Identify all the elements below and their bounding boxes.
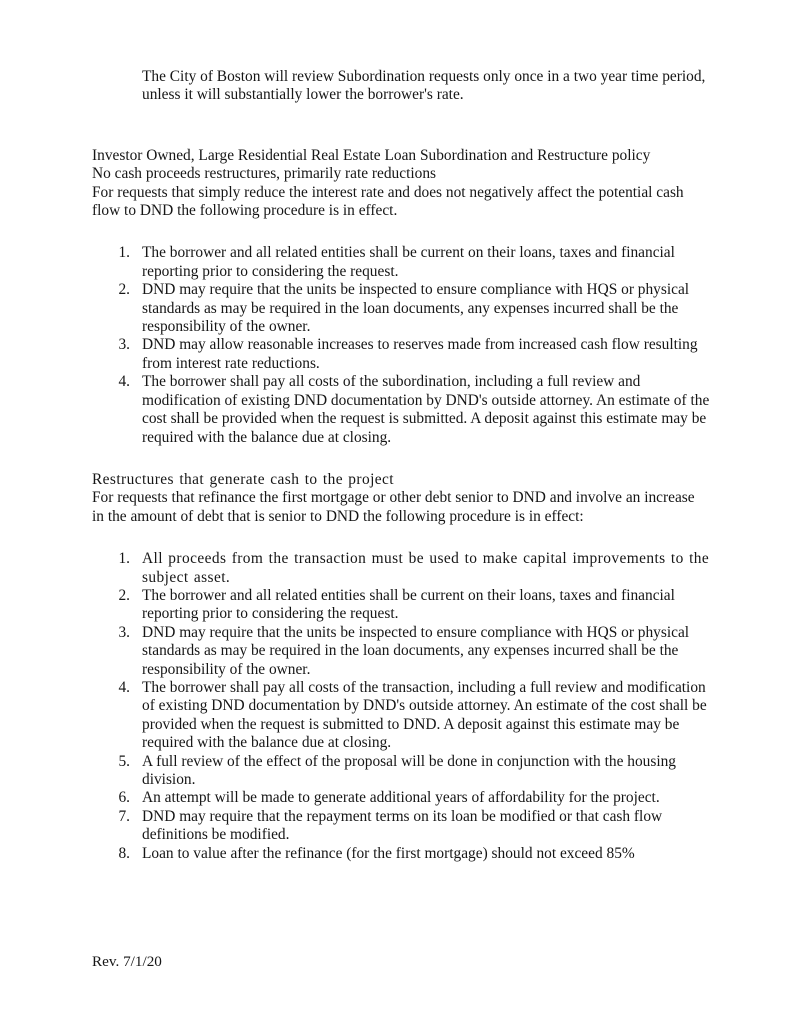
- list-item-text: The borrower and all related entities shall be current on their loans, taxes and financial reporting prior to considering the request.: [142, 244, 675, 280]
- spacer: [92, 105, 710, 147]
- list-marker: 8.: [118, 844, 130, 862]
- list-item: [92, 845, 710, 863]
- section-one-list: [92, 244, 710, 446]
- list-item-text: DND may allow reasonable increases to reserves made from increased cash flow resulting from interest rate reductions.: [142, 336, 698, 372]
- list-marker: 1.: [118, 550, 130, 568]
- list-marker: 4.: [118, 678, 130, 696]
- list-item-text: DND may require that the units be inspected to ensure compliance with HQS or physical standards as may be required in the loan documents, any expenses incurred shall be the responsibility of the owner.: [142, 281, 690, 336]
- list-item-text: The borrower shall pay all costs of the transaction, including a full review and modification of existing DND documentation by DND's outside attorney. An estimate of the cost shall be provided when the request is submitted to DND. A deposit against this estimate may be required with the balance due at closing.: [142, 678, 707, 752]
- list-item-text: DND may require that the units be inspected to ensure compliance with HQS or physical standards as may be required in the loan documents, any expenses incurred shall be the responsibility of the owner.: [142, 623, 690, 678]
- list-item-text: A full review of the effect of the proposal will be done in conjunction with the housing division.: [142, 752, 676, 788]
- list-item-text: Loan to value after the refinance (for the first mortgage) should not exceed 85%: [142, 844, 635, 862]
- section-two-heading: Restructures that generate cash to the project: [92, 470, 394, 488]
- list-marker: 6.: [118, 789, 130, 807]
- list-marker: 5.: [118, 752, 130, 770]
- intro-paragraph: The City of Boston will review Subordination requests only once in a two year time period, unless it will substantially lower the borrower's rate.: [142, 68, 706, 104]
- list-marker: 2.: [118, 281, 130, 299]
- section-one-lead-in: For requests that simply reduce the interest rate and does not negatively affect the potential cash flow to DND the following procedure is in effect.: [92, 183, 684, 220]
- list-item: [92, 281, 710, 336]
- list-item: [92, 373, 710, 447]
- list-item: [92, 789, 710, 807]
- list-marker: 4.: [118, 373, 130, 391]
- list-item-text: DND may require that the repayment terms on its loan be modified or that cash flow definitions be modified.: [142, 807, 663, 844]
- section-one-subheading: No cash proceeds restructures, primarily rate reductions: [92, 165, 437, 183]
- list-marker: 3.: [118, 336, 130, 354]
- list-item-text: The borrower and all related entities shall be current on their loans, taxes and financial reporting prior to considering the request.: [142, 586, 675, 623]
- list-item-text: An attempt will be made to generate additional years of affordability for the project.: [142, 789, 660, 807]
- footer-revision: Rev. 7/1/20: [92, 953, 162, 970]
- list-item-text: All proceeds from the transaction must be used to make capital improvements to the subject asset.: [142, 550, 710, 586]
- list-item: [92, 244, 710, 281]
- spacer: [92, 447, 710, 471]
- list-marker: 2.: [118, 586, 130, 604]
- list-item: [92, 624, 710, 679]
- list-item-text: The borrower shall pay all costs of the subordination, including a full review and modification of existing DND documentation by DND's outside attorney. An estimate of the cost shall be provided when the request is submitted. A deposit against this estimate may be required with the balance due at closing.: [142, 373, 710, 446]
- section-two-list: [92, 550, 710, 863]
- list-item: [92, 753, 710, 790]
- spacer: [92, 220, 710, 244]
- list-marker: 1.: [118, 244, 130, 262]
- list-item: [92, 336, 710, 373]
- list-marker: 3.: [118, 623, 130, 641]
- list-item: [92, 550, 710, 587]
- section-one-heading: Investor Owned, Large Residential Real Estate Loan Subordination and Restructure policy: [92, 146, 651, 164]
- list-marker: 7.: [118, 807, 130, 825]
- list-item: [92, 679, 710, 753]
- document-body: [92, 68, 710, 863]
- list-item: [92, 808, 710, 845]
- spacer: [92, 526, 710, 550]
- section-two-lead-in: For requests that refinance the first mortgage or other debt senior to DND and involve an increase in the amount of debt that is senior to DND the following procedure is in effect:: [92, 489, 695, 525]
- list-item: [92, 587, 710, 624]
